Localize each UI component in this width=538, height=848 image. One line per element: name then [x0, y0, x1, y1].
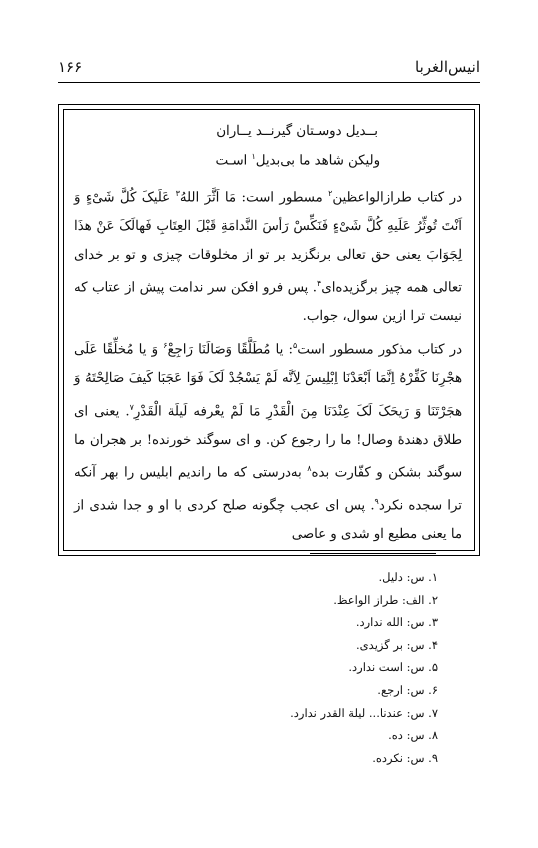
footnote-ref[interactable]: ۶: [163, 341, 168, 350]
verse-line-2: [215, 152, 380, 168]
footnote-ref[interactable]: ۴: [316, 279, 322, 289]
footnote-ref[interactable]: ۲: [328, 189, 333, 198]
footnotes: [118, 566, 438, 769]
footnote-item: ۴. س: بر گزیدی.: [356, 637, 438, 652]
footnote-ref[interactable]: ۵: [292, 341, 298, 350]
running-title: انیس‌الغربا: [415, 58, 480, 76]
footnote-item: ۲. الف: طراز الواعظ.: [333, 592, 438, 607]
paragraph-2-text: : یا مُطَلَّقًا وَصَالَنَا رَاجِعْ: [167, 342, 293, 358]
verse-line-2-tail: اسـت: [215, 153, 252, 169]
header-rule: [58, 82, 480, 83]
paragraph-2-text: . یعنی ای طلاق دهندهٔ وصال! ما را رجوع کن. و ای سوگند خورنده! بر هجران ما سوگند بشکن و کفّارت بده: [74, 404, 462, 481]
footnote-item: ۳. س: الله ندارد.: [355, 615, 438, 630]
footnote-item: ۸. س: ده.: [388, 728, 438, 743]
paragraph-2-text: در کتاب مذکور مسطور است: [297, 342, 462, 358]
paragraph-2: [74, 332, 462, 550]
footnote-item: ۹. س: نکرده.: [372, 750, 438, 765]
footnote-item: ۶. س: ارجع.: [377, 682, 438, 697]
verse-line-1: بــدیل دوسـتان گیرنــد یــاران: [216, 124, 378, 139]
paragraph-1: [74, 180, 462, 332]
paragraph-1-text: در کتاب طرازالواعظین: [332, 190, 462, 206]
page-header: [58, 58, 480, 82]
footnote-ref[interactable]: ۹: [374, 497, 379, 507]
paragraph-1-text: مسطور است: مَا اَثَّرَ اللهُ: [179, 190, 329, 206]
footnote-ref[interactable]: ۳: [175, 189, 180, 198]
verse-line-2-text: ولیکن شاهد ما بی‌بدیل: [255, 153, 380, 169]
footnote-item: ۱. س: دلیل.: [378, 570, 438, 584]
footnote-ref[interactable]: ۸: [307, 464, 312, 474]
footnote-separator: [310, 553, 436, 554]
paragraph-2-text: وَ یا مُخلِّقًا عَلَی هجْرِنَا کَفِّرْهُ اِنَّمَا اَبْعَدْنَا اِبْلِیسَ لِاَنَّه لَمْ یَسْجُدْ لَکَ فَوَا عَجَبَا کَیفَ صَالِحْتَهُ وَ هجَرْتَنَا وَ رَیحَکَ لَکَ عِنْدَنَا مِنَ الْقَدْرِ مَا لَمْ یعْرفه لَیلَة الْقَدْرِ: [74, 342, 462, 420]
paragraph-1-text: . پس فرو افکن سر ندامت پیش از عتاب که نیست ترا ازین سوال، جواب.: [74, 280, 462, 325]
paragraph-2-text: . پس ای عجب چگونه صلح کردی با او و جدا شدی از ما یعنی مطیع او شدی و عاصی: [74, 498, 462, 543]
footnote-ref[interactable]: ۷: [129, 402, 134, 412]
page-number: ۱۶۶: [58, 58, 83, 76]
footnote-item: ۵. س: است ندارد.: [348, 660, 438, 675]
footnote-ref[interactable]: ۱: [251, 152, 256, 161]
paragraph-2-text: به‌درستی که ما راندیم ابلیس را بهر آنکه ترا سجده نکرد: [74, 465, 462, 514]
paragraph-1-text: عَلَیکَ کُلَّ شَیْ‌ءٍ وَ اَنْتَ تُوثِّرُ عَلَیهِ کُلَّ شَیْ‌ءٍ فَنَکِّسْ رَأسَ النَّدامَةِ قَبْلَ العِتَابِ فَهالَکَ عَنْ هذَا لِجَوَابَ یعنی حق تعالی برنگزید بر تو از مخلوقات چیزی و تو بر خدای تعالی همه چیز برگزیده‌ای: [74, 190, 462, 296]
footnote-item: ۷. س: عندنا... لیلة القدر ندارد.: [290, 705, 438, 720]
